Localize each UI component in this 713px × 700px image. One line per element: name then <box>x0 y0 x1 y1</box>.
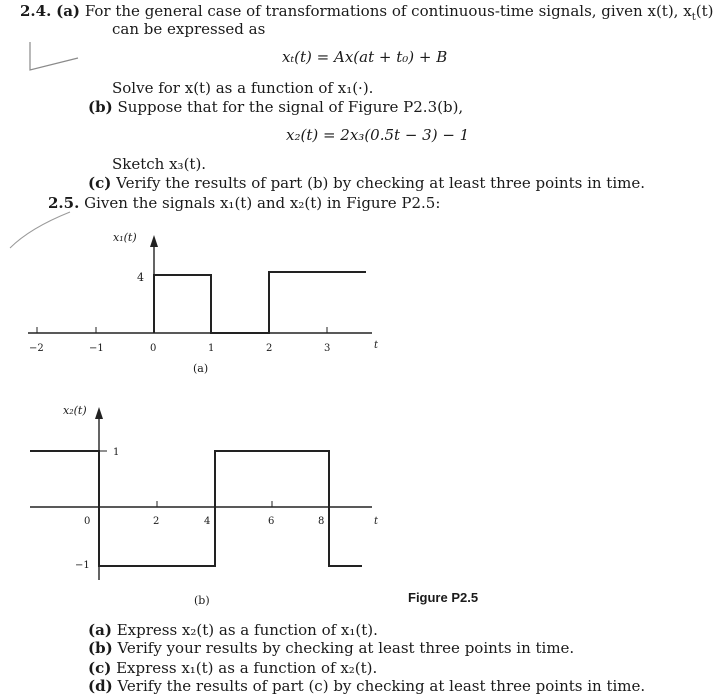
part-a-text-tail: (t) <box>695 2 713 20</box>
tick-label: 0 <box>150 343 157 354</box>
part-label: (b) <box>88 98 113 116</box>
question-text: Verify your results by checking at least three points in time. <box>117 639 575 657</box>
part-b-text: Suppose that for the signal of Figure P2.3(b), <box>117 98 464 116</box>
part-label: (c) <box>88 174 112 192</box>
tick-label: 1 <box>208 343 215 354</box>
tick-label: −2 <box>29 343 44 354</box>
tick-label: 0 <box>84 516 91 527</box>
question-label: (d) <box>88 677 113 695</box>
tick-label: 2 <box>153 516 160 527</box>
question-label: (a) <box>88 621 112 639</box>
problem-number: 2.5. <box>48 194 80 212</box>
t-axis-label: t <box>374 516 379 527</box>
question-a <box>88 621 378 639</box>
part-a-line2: can be expressed as <box>112 20 266 38</box>
question-text: Verify the results of part (c) by checking at least three points in time. <box>117 677 646 695</box>
figure-title: Figure P2.5 <box>408 590 479 605</box>
question-b <box>88 639 574 657</box>
y-axis-label: x₂(t) <box>63 404 87 417</box>
question-label: (c) <box>88 659 112 677</box>
sketch-text: Sketch x₃(t). <box>112 155 207 173</box>
tick-label: 4 <box>204 516 211 527</box>
figure-caption: (a) <box>193 362 209 375</box>
tick-label: −1 <box>89 343 104 354</box>
problem-number: 2.4. <box>20 2 52 20</box>
tick-label: 8 <box>318 516 325 527</box>
part-label: (a) <box>56 2 81 20</box>
y-axis-arrow-icon <box>95 407 103 419</box>
tick-label: 2 <box>266 343 273 354</box>
question-d <box>88 677 645 695</box>
subscript: t <box>691 12 696 23</box>
part-a-text: For the general case of transformations of continuous-time signals, given x(t), x <box>84 2 692 20</box>
question-text: Express x₂(t) as a function of x₁(t). <box>116 621 378 639</box>
high-level-label: 1 <box>113 447 120 458</box>
figure-caption: (b) <box>194 594 210 607</box>
equation-1: xₜ(t) = Ax(at + t₀) + B <box>282 48 448 66</box>
equation-2: x₂(t) = 2x₃(0.5t − 3) − 1 <box>286 126 470 144</box>
problem-2-5-text: Given the signals x₁(t) and x₂(t) in Figure P2.5: <box>84 194 441 212</box>
tick-label: 3 <box>324 343 331 354</box>
tick-label: 6 <box>268 516 275 527</box>
question-label: (b) <box>88 639 113 657</box>
low-level-label: −1 <box>75 560 90 571</box>
y-axis-label: x₁(t) <box>113 231 137 244</box>
part-c-text: Verify the results of part (b) by checking at least three points in time. <box>116 174 646 192</box>
question-c <box>88 659 377 677</box>
question-text: Express x₁(t) as a function of x₂(t). <box>116 659 378 677</box>
signal-x2-trace <box>30 451 362 566</box>
t-axis-label: t <box>374 340 379 351</box>
pulse-amplitude-label: 4 <box>137 271 144 284</box>
part-a-solve: Solve for x(t) as a function of x₁(·). <box>112 79 374 97</box>
